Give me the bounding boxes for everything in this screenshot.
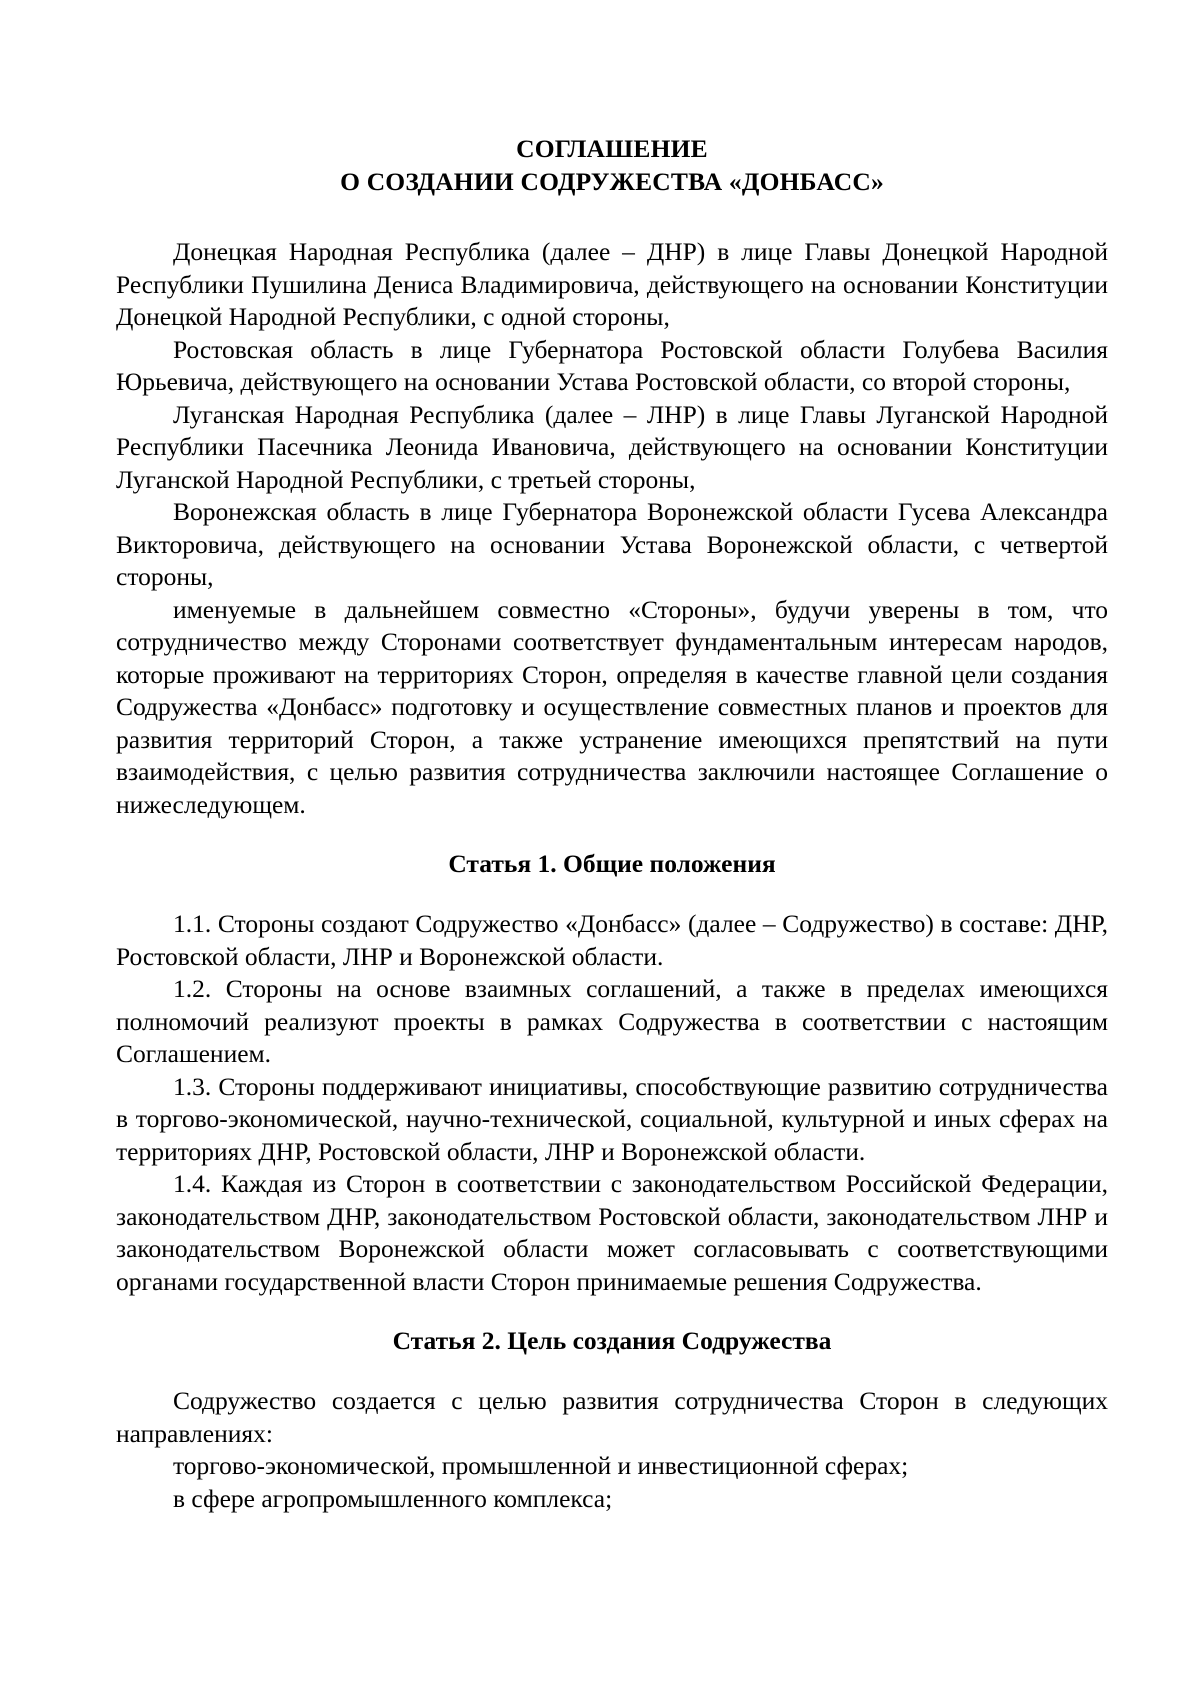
clause-1-1: 1.1. Стороны создают Содружество «Донбасс» (далее – Содружество) в составе: ДНР, Ростовской области, ЛНР и Воронежской области. <box>116 909 1108 971</box>
direction-item: торгово-экономической, промышленной и инвестиционной сферах; <box>173 1451 909 1480</box>
article-2-heading: Статья 2. Цель создания Содружества <box>392 1326 832 1355</box>
preamble-paragraph-parties: именуемые в дальнейшем совместно «Стороны», будучи уверены в том, что сотрудничество между Сторонами соответствует фундаментальным интересам народов, которые проживают на территориях Сторон, определяя в качестве главной цели создания Содружества «Донбасс» подготовку и осуществление совместных планов и проектов для развития территорий Сторон, а также устранение имеющихся препятствий на пути взаимодействия, с целью развития сотрудничества заключили настоящее Соглашение о нижеследующем. <box>116 594 1108 819</box>
direction-item: в сфере агропромышленного комплекса; <box>173 1483 613 1513</box>
clause-1-2: 1.2. Стороны на основе взаимных соглашений, а также в пределах имеющихся полномочий реализуют проекты в рамках Содружества в соответствии с настоящим Соглашением. <box>116 974 1108 1068</box>
article-2-body <box>116 1385 1108 1515</box>
title-line-1: СОГЛАШЕНИЕ <box>516 134 708 163</box>
preamble <box>116 236 1108 821</box>
document-title <box>116 132 1108 198</box>
title-line-2: О СОЗДАНИИ СОДРУЖЕСТВА «ДОНБАСС» <box>340 167 884 196</box>
preamble-paragraph-lnr: Луганская Народная Республика (далее – ЛНР) в лице Главы Луганской Народной Республики Пасечника Леонида Ивановича, действующего на основании Конституции Луганской Народной Республики, с третьей стороны, <box>116 399 1108 494</box>
preamble-paragraph-rostov: Ростовская область в лице Губернатора Ростовской области Голубева Василия Юрьевича, действующего на основании Устава Ростовской области, со второй стороны, <box>116 334 1108 396</box>
article-2-intro: Содружество создается с целью развития сотрудничества Сторон в следующих направлениях: <box>116 1386 1108 1448</box>
article-1-heading: Статья 1. Общие положения <box>448 849 776 878</box>
preamble-paragraph-dnr: Донецкая Народная Республика (далее – ДНР) в лице Главы Донецкой Народной Республики Пушилина Дениса Владимировича, действующего на основании Конституции Донецкой Народной Республики, с одной стороны, <box>116 237 1108 331</box>
preamble-paragraph-voronezh: Воронежская область в лице Губернатора Воронежской области Гусева Александра Викторовича, действующего на основании Устава Воронежской области, с четвертой стороны, <box>116 497 1108 591</box>
clause-1-4: 1.4. Каждая из Сторон в соответствии с законодательством Российской Федерации, законодательством ДНР, законодательством Ростовской области, законодательством ЛНР и законодательством Воронежской области может согласовывать с соответствующими органами государственной власти Сторон принимаемые решения Содружества. <box>116 1169 1108 1296</box>
clause-1-3: 1.3. Стороны поддерживают инициативы, способствующие развитию сотрудничества в торгово-экономической, научно-технической, социальной, культурной и иных сферах на территориях ДНР, Ростовской области, ЛНР и Воронежской области. <box>116 1071 1108 1166</box>
article-1-body <box>116 908 1108 1298</box>
